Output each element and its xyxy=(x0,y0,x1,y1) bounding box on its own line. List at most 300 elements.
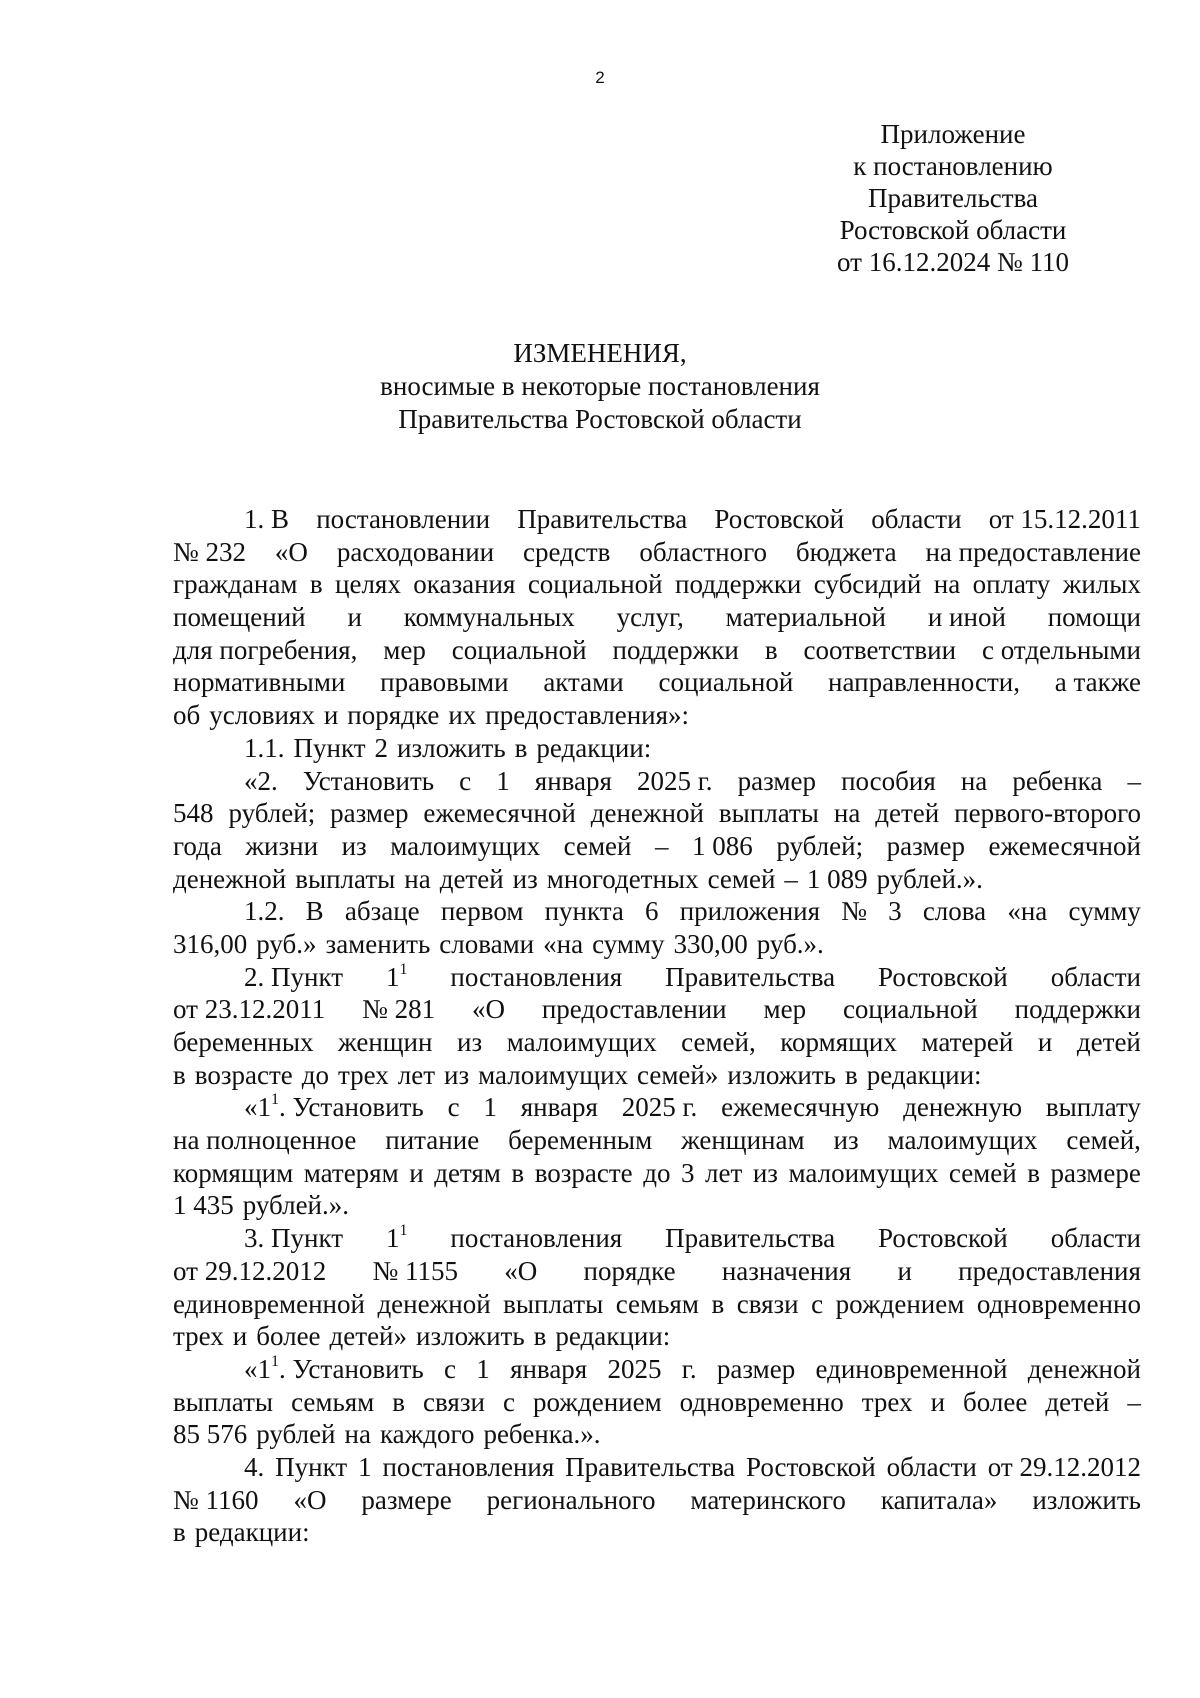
word: ежемесячной xyxy=(423,798,576,829)
word: на xyxy=(344,1419,371,1450)
word: назначения xyxy=(721,1255,852,1286)
word: правовыми xyxy=(380,667,509,698)
word: социальной xyxy=(527,569,663,600)
word: 1 xyxy=(496,765,510,796)
word: ребенка.». xyxy=(483,1419,601,1450)
text-line xyxy=(173,1451,1141,1484)
word: $1^1$ xyxy=(385,1222,408,1254)
word: 3. Пункт xyxy=(244,1223,344,1254)
word: пособия xyxy=(841,765,936,796)
word: поддержки xyxy=(612,634,739,665)
text-line xyxy=(173,1026,1141,1059)
word: № 1160 xyxy=(173,1484,259,1515)
appendix-block xyxy=(808,118,1098,278)
word: редакции: xyxy=(194,1517,310,1548)
word: на полноценное xyxy=(173,1125,357,1156)
word: «О xyxy=(471,994,505,1025)
word: оказания xyxy=(413,569,516,600)
text-line xyxy=(173,1059,1141,1092)
appendix-line: Приложение xyxy=(880,119,1026,149)
word: кормящих xyxy=(780,1027,897,1057)
word: января xyxy=(534,765,612,796)
word: рублей.». xyxy=(876,863,983,894)
word: материнского xyxy=(690,1484,846,1515)
word: № xyxy=(841,896,867,927)
word: семей xyxy=(563,830,632,861)
word: из xyxy=(341,830,367,861)
word: от 23.12.2011 xyxy=(173,994,326,1025)
text-line xyxy=(173,699,1141,732)
word: условиях xyxy=(209,700,315,731)
word: семьям xyxy=(615,1288,699,1319)
word: направленности, xyxy=(828,667,1020,698)
word: пункта xyxy=(544,896,624,927)
word: возрасте xyxy=(194,1059,293,1090)
text-line xyxy=(173,895,1141,928)
word: лет xyxy=(705,1157,743,1188)
word: и xyxy=(232,1321,248,1352)
word: января xyxy=(510,1353,588,1384)
word: области xyxy=(886,1451,977,1482)
word: сумму xyxy=(1068,896,1141,927)
word: 2025 г. xyxy=(621,1092,698,1123)
word: денежную xyxy=(903,1092,1023,1123)
text-line xyxy=(173,1320,1141,1353)
word: . Установить xyxy=(279,1353,424,1384)
text-line xyxy=(173,1418,1141,1451)
word: целях xyxy=(335,569,401,600)
word: средств xyxy=(523,536,611,567)
word: коммунальных xyxy=(403,602,575,633)
word: первом xyxy=(440,896,524,927)
word: 2. Пункт xyxy=(244,961,344,992)
word: заменить xyxy=(325,928,431,959)
word: слова xyxy=(922,896,987,927)
word: трех xyxy=(861,1386,913,1417)
text-line xyxy=(173,765,1141,798)
document-subtitle: Правительства Ростовской области xyxy=(398,404,802,434)
text-line xyxy=(173,1124,1141,1157)
word: изложить xyxy=(416,1321,525,1352)
text-line xyxy=(173,993,1141,1026)
word: актами xyxy=(543,667,624,698)
word: питание xyxy=(385,1125,480,1156)
word: предоставления»: xyxy=(485,700,690,731)
word: «О xyxy=(504,1255,538,1286)
text-line xyxy=(173,1189,1141,1222)
appendix-line: к постановлению xyxy=(853,151,1053,181)
word: нормативными xyxy=(173,667,346,698)
word: редакции: xyxy=(866,1059,982,1090)
word: более xyxy=(963,1386,1028,1417)
word: постановления xyxy=(450,1223,623,1254)
word: жизни xyxy=(245,830,319,861)
word: жилых xyxy=(1062,569,1141,600)
word: 85 576 xyxy=(173,1419,248,1450)
word: кормящим xyxy=(173,1157,294,1188)
word: из xyxy=(512,863,538,894)
word: порядке xyxy=(347,700,440,731)
word: выплаты xyxy=(295,863,396,894)
appendix-line: Ростовской области xyxy=(839,215,1067,245)
word: 1 086 xyxy=(692,830,753,861)
word: 1.1. xyxy=(244,732,285,763)
word: предоставлении xyxy=(541,994,727,1025)
word: лет xyxy=(397,1059,436,1090)
word: из xyxy=(457,1027,483,1057)
word: 1.2. xyxy=(244,896,285,927)
word: мер xyxy=(763,994,807,1025)
word: 316,00 xyxy=(173,928,248,959)
word: детей xyxy=(875,798,940,829)
word: малоимущих xyxy=(506,1027,657,1057)
word: Правительства xyxy=(517,504,688,534)
word: – xyxy=(1127,765,1141,796)
word: помощи xyxy=(1047,602,1141,633)
word: Установить xyxy=(302,765,435,796)
document-body xyxy=(173,503,1141,1549)
word: и xyxy=(347,602,362,633)
word: 548 xyxy=(173,798,214,829)
text-line xyxy=(173,928,1141,961)
word: Ростовской xyxy=(714,504,845,534)
word: 1 xyxy=(476,1353,490,1384)
word: возрасте xyxy=(534,1157,633,1188)
word: семей, xyxy=(681,1027,756,1057)
word: трех xyxy=(173,1321,224,1352)
text-line xyxy=(173,1353,1141,1386)
word: от 15.12.2011 xyxy=(988,504,1141,534)
word: выплаты xyxy=(173,1386,274,1417)
word: выплаты xyxy=(503,1288,604,1319)
word: рублей; xyxy=(776,830,864,861)
word: из xyxy=(833,1125,859,1156)
word: № 281 xyxy=(362,994,436,1025)
word: Пункт xyxy=(275,1451,348,1482)
word: и иной xyxy=(927,602,1006,633)
text-line xyxy=(173,1157,1141,1190)
word: № 232 xyxy=(173,536,247,567)
word: января xyxy=(520,1092,598,1123)
word: рождением xyxy=(532,1386,662,1417)
word: 1 xyxy=(483,1092,497,1123)
word: и xyxy=(1037,1027,1053,1057)
word: с xyxy=(444,1353,456,1384)
word: руб.» xyxy=(256,928,317,959)
word: на xyxy=(933,569,961,600)
appendix-line: Правительства xyxy=(868,183,1038,213)
text-line xyxy=(173,961,1141,994)
word: – xyxy=(784,863,798,894)
superscript: 1 xyxy=(399,960,408,978)
word: 4. xyxy=(244,1451,265,1482)
word: беременным xyxy=(508,1125,653,1156)
word: детей xyxy=(1076,1027,1141,1057)
word: семей xyxy=(948,1157,1017,1188)
word: с xyxy=(459,765,472,796)
word: в xyxy=(392,1386,406,1417)
word: 3 xyxy=(888,896,902,927)
word: одновременно xyxy=(679,1386,844,1417)
word: социальной xyxy=(842,994,978,1025)
word: первого-второго xyxy=(954,798,1141,829)
word: в xyxy=(1027,1157,1040,1188)
word: изложить xyxy=(397,732,506,763)
word: Правительства xyxy=(665,961,836,992)
word: «2. xyxy=(244,765,278,796)
word: размер xyxy=(886,830,965,861)
word: детей xyxy=(1045,1386,1110,1417)
word: малоимущих xyxy=(887,1125,1038,1156)
word: изложить xyxy=(1032,1484,1141,1515)
word: руб.». xyxy=(756,928,824,959)
word: в xyxy=(764,634,778,665)
word: услуг, xyxy=(616,602,684,633)
word: года xyxy=(173,830,222,861)
word: – xyxy=(655,830,669,861)
word: постановлении xyxy=(316,504,491,534)
text-line xyxy=(173,863,1141,896)
word: регионального xyxy=(486,1484,656,1515)
text-line xyxy=(173,1516,1141,1549)
text-line xyxy=(173,601,1141,634)
word: с xyxy=(502,1386,515,1417)
word: малоимущих xyxy=(390,830,541,861)
word: женщин xyxy=(338,1027,433,1057)
word: размере xyxy=(361,1484,452,1515)
word: «на xyxy=(1007,896,1048,927)
word: в xyxy=(173,1059,186,1090)
text-line xyxy=(173,1091,1141,1124)
word: на предоставление xyxy=(925,536,1141,567)
word: 2 xyxy=(374,732,389,763)
word: редакции: xyxy=(555,1321,671,1352)
word: «$1^1$. Установить xyxy=(244,1352,424,1384)
word: размер xyxy=(716,1353,796,1384)
text-line xyxy=(173,1288,1141,1321)
word: малоимущих xyxy=(478,1059,629,1090)
word: словами xyxy=(439,928,535,959)
word: оплату xyxy=(972,569,1051,600)
word: мер xyxy=(383,634,426,665)
word: 1 435 xyxy=(173,1190,234,1221)
text-line xyxy=(173,1484,1141,1517)
word: единовременной xyxy=(173,1288,365,1319)
word: 3 xyxy=(680,1157,695,1188)
word: а также xyxy=(1054,667,1141,698)
word: выплату xyxy=(1045,1092,1141,1123)
word: денежной xyxy=(1027,1353,1141,1384)
word: в xyxy=(844,1059,858,1090)
word: и xyxy=(897,1255,912,1286)
word: в xyxy=(309,569,323,600)
text-line xyxy=(173,732,1141,765)
word: области xyxy=(1050,1223,1141,1254)
text-line xyxy=(173,536,1141,569)
word: 1 089 xyxy=(806,863,868,894)
word: детей xyxy=(439,863,504,894)
word: областного xyxy=(639,536,767,567)
word: женщинам xyxy=(681,1125,805,1156)
word: капитала» xyxy=(880,1484,998,1515)
page-number: 2 xyxy=(595,68,605,87)
word: абзаце xyxy=(344,896,420,927)
appendix-line: от 16.12.2024 № 110 xyxy=(837,247,1069,277)
word: для погребения, xyxy=(173,634,358,665)
word: субсидий xyxy=(813,569,922,600)
word: 2025 г. xyxy=(637,765,713,796)
word: единовременной xyxy=(815,1353,1008,1384)
word: 330,00 xyxy=(673,928,748,959)
word: до xyxy=(301,1059,329,1090)
word: «$1^1$. Установить xyxy=(244,1091,424,1123)
word: об xyxy=(173,700,201,731)
word: в xyxy=(533,1321,547,1352)
word: приложения xyxy=(679,896,821,927)
word: на xyxy=(404,863,431,894)
word: постановления xyxy=(382,1451,555,1482)
word: материальной xyxy=(725,602,886,633)
text-line xyxy=(173,503,1141,536)
word: ребенка xyxy=(1012,765,1103,796)
word: трех xyxy=(337,1059,389,1090)
word: социальной xyxy=(658,667,794,698)
word: предоставления xyxy=(958,1255,1141,1286)
superscript: 1 xyxy=(399,1222,408,1240)
word: – xyxy=(1127,1386,1141,1417)
word: бюджета xyxy=(795,536,897,567)
word: В xyxy=(305,896,324,927)
word: детей» xyxy=(329,1321,408,1352)
word: на xyxy=(833,798,861,829)
word: семей xyxy=(707,863,776,894)
word: области xyxy=(871,504,962,534)
word: более xyxy=(256,1321,321,1352)
superscript: 1 xyxy=(271,1091,279,1109)
word: связи xyxy=(423,1386,485,1417)
word: в xyxy=(173,1517,186,1548)
word: Ростовской xyxy=(878,961,1008,992)
word: их xyxy=(448,700,477,731)
word: в xyxy=(711,1288,725,1319)
word: области xyxy=(1050,961,1141,992)
word: социальной xyxy=(451,634,587,665)
word: с xyxy=(447,1092,460,1123)
word: г. xyxy=(681,1353,697,1384)
word: семей, xyxy=(1066,1125,1141,1156)
word: сумму xyxy=(592,928,665,959)
word: в xyxy=(511,1157,525,1188)
word: матерей xyxy=(921,1027,1014,1057)
word: рублей; xyxy=(228,798,316,829)
word: . Установить xyxy=(279,1092,424,1123)
word: соответствии xyxy=(803,634,957,665)
document-title: ИЗМЕНЕНИЯ, xyxy=(513,338,687,368)
word: денежной xyxy=(173,863,287,894)
word: размер xyxy=(330,798,409,829)
word: № 1155 xyxy=(372,1255,458,1286)
word: семей» xyxy=(637,1059,719,1090)
word: с отдельными xyxy=(982,634,1141,665)
word: беременных xyxy=(173,1027,314,1057)
word: 1 xyxy=(358,1451,372,1482)
word: расходовании xyxy=(336,536,495,567)
word: размере xyxy=(1050,1157,1141,1188)
text-line xyxy=(173,830,1141,863)
text-line xyxy=(173,1386,1141,1419)
word: постановления xyxy=(450,961,623,992)
word: одновременно xyxy=(976,1288,1141,1319)
word: каждого xyxy=(379,1419,475,1450)
document-heading xyxy=(0,337,1200,436)
word: Правительства xyxy=(565,1451,736,1482)
word: Ростовской xyxy=(745,1451,876,1482)
word: детям xyxy=(434,1157,501,1188)
word: Пункт xyxy=(293,732,366,763)
word: поддержки xyxy=(1014,994,1141,1025)
word: рублей.». xyxy=(242,1190,350,1221)
word: матерям xyxy=(303,1157,399,1188)
superscript: 1 xyxy=(271,1352,279,1370)
word: изложить xyxy=(727,1059,836,1090)
word: малоимущих xyxy=(788,1157,939,1188)
word: ежемесячной xyxy=(988,830,1141,861)
word: и xyxy=(409,1157,424,1188)
word: 2025 xyxy=(607,1353,662,1384)
text-line xyxy=(173,797,1141,830)
word: из xyxy=(444,1059,470,1090)
word: 6 xyxy=(645,896,659,927)
text-line xyxy=(173,1222,1141,1255)
word: от 29.12.2012 xyxy=(173,1255,327,1286)
word: редакции: xyxy=(536,732,652,763)
document-subtitle: вносимые в некоторые постановления xyxy=(380,371,820,401)
word: «О xyxy=(274,536,308,567)
word: от 29.12.2012 xyxy=(987,1451,1141,1482)
text-line xyxy=(173,634,1141,667)
word: денежной xyxy=(590,798,704,829)
word: ежемесячную xyxy=(721,1092,880,1123)
word: связи xyxy=(736,1288,799,1319)
word: и xyxy=(323,700,339,731)
word: с xyxy=(811,1288,824,1319)
word: «О xyxy=(293,1484,327,1515)
word: поддержки xyxy=(675,569,802,600)
word: рождением xyxy=(835,1288,965,1319)
text-line xyxy=(173,568,1141,601)
word: выплаты xyxy=(718,798,819,829)
word: на xyxy=(960,765,988,796)
text-line xyxy=(173,1255,1141,1288)
word: денежной xyxy=(377,1288,491,1319)
word: рублей xyxy=(256,1419,336,1450)
text-line xyxy=(173,666,1141,699)
word: гражданам xyxy=(173,569,298,600)
word: порядке xyxy=(583,1255,676,1286)
word: и xyxy=(930,1386,946,1417)
word: $1^1$ xyxy=(385,960,408,992)
word: 1. В xyxy=(244,504,290,534)
word: многодетных xyxy=(546,863,699,894)
word: семьям xyxy=(291,1386,375,1417)
word: из xyxy=(752,1157,778,1188)
word: в xyxy=(514,732,528,763)
word: размер xyxy=(737,765,816,796)
word: Ростовской xyxy=(878,1223,1008,1254)
word: до xyxy=(643,1157,671,1188)
word: «на xyxy=(543,928,584,959)
word: Правительства xyxy=(665,1223,836,1254)
